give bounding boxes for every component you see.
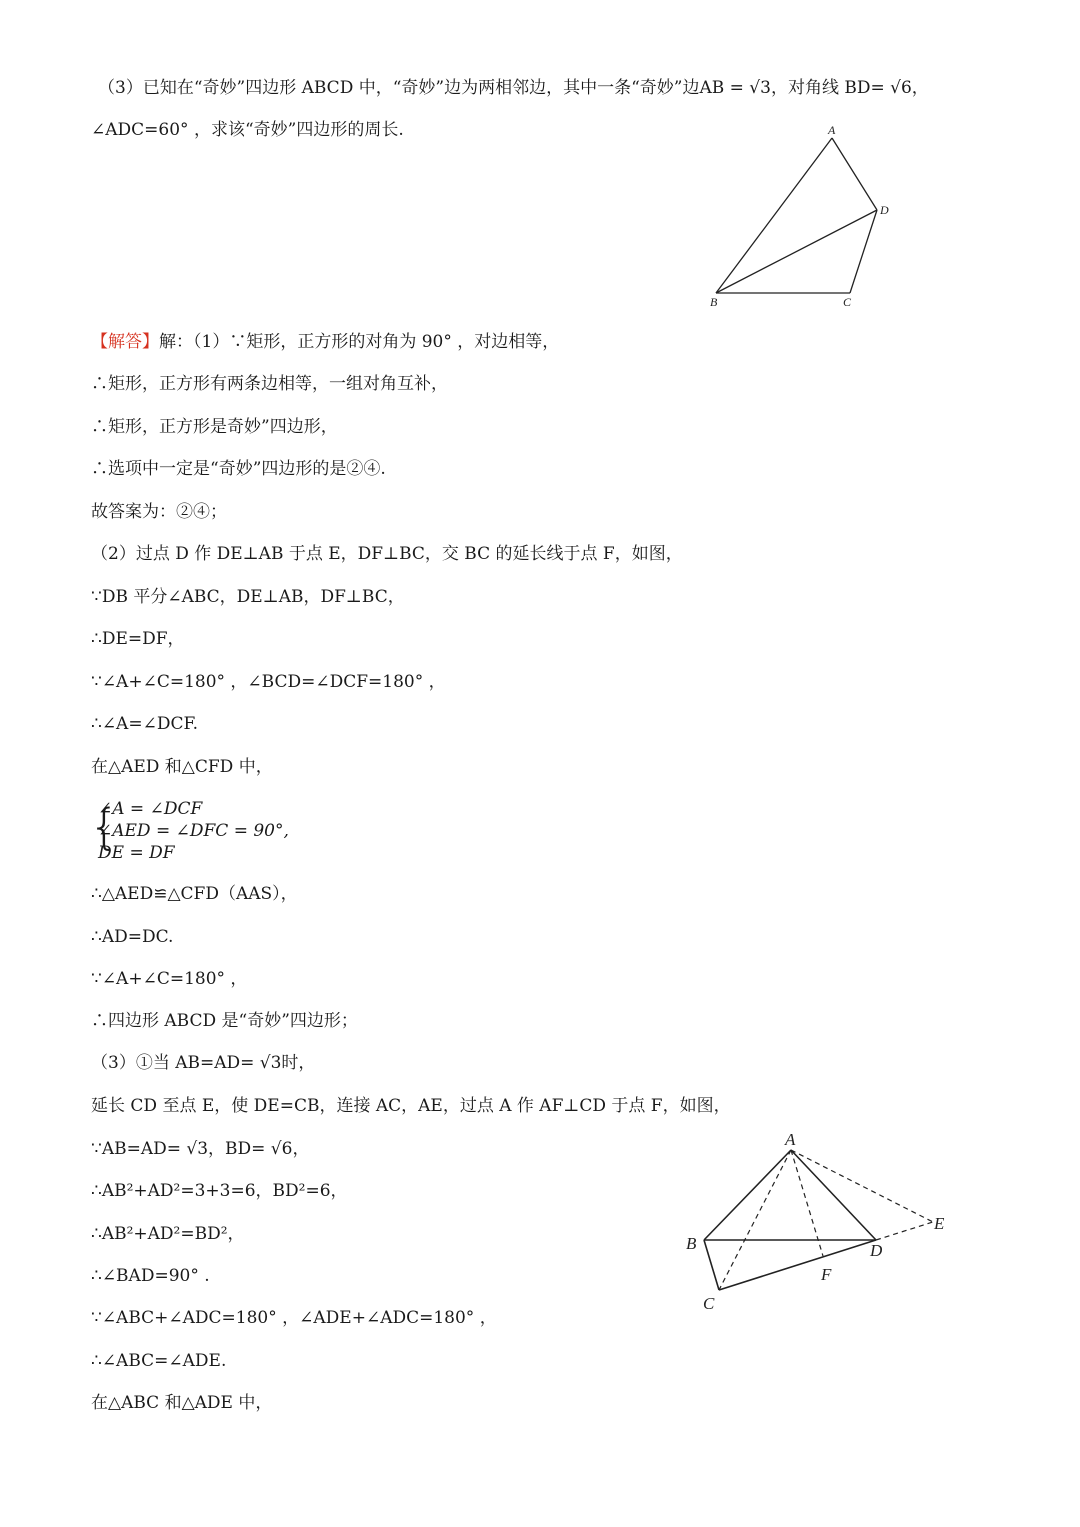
label-c: C xyxy=(843,295,852,309)
label-b: B xyxy=(710,295,718,309)
system-brace: { xyxy=(89,799,120,855)
solution-line: ∴四边形 ABCD 是“奇妙”四边形； xyxy=(91,1011,358,1031)
solution-line: 在△ABC 和△ADE 中， xyxy=(91,1393,273,1413)
solution-line: ∴△AED≌△CFD（AAS）， xyxy=(91,884,298,904)
seg-cd xyxy=(719,1240,876,1290)
system-eq-3: DE = DF xyxy=(98,843,175,863)
solution-line: ∴∠BAD=90° . xyxy=(91,1266,210,1286)
system-eq-1: ∠A = ∠DCF xyxy=(98,799,203,819)
construction-figure xyxy=(680,1125,960,1320)
solution-line: ∵∠ABC+∠ADC=180° ，∠ADE+∠ADC=180° ， xyxy=(91,1308,497,1328)
solution-line: （3）①当 AB=AD= √3时， xyxy=(91,1053,316,1073)
solution-line: ∵AB=AD= √3，BD= √6， xyxy=(91,1139,310,1159)
answer-tag: 【解答】 xyxy=(91,332,159,352)
seg-ac-dashed xyxy=(719,1150,791,1290)
label-e: E xyxy=(934,1214,945,1233)
solution-line: ∴矩形，正方形有两条边相等，一组对角互补， xyxy=(91,374,448,394)
label-b: B xyxy=(686,1234,697,1253)
solution-line: ∵∠A+∠C=180° ， xyxy=(91,969,248,989)
solution-line: ∴DE=DF， xyxy=(91,629,185,649)
solution-line: ∵DB 平分∠ABC，DE⊥AB，DF⊥BC， xyxy=(91,587,405,607)
solution-intro-text: 解：（1）∵矩形，正方形的对角为 90° ，对边相等， xyxy=(159,332,560,352)
seg-ad xyxy=(791,1150,876,1240)
solution-line: （2）过点 D 作 DE⊥AB 于点 E，DF⊥BC，交 BC 的延长线于点 F，如图， xyxy=(91,544,683,564)
solution-line: ∴AD=DC. xyxy=(91,927,174,947)
label-a: A xyxy=(828,123,836,137)
solution-line: 延长 CD 至点 E，使 DE=CB，连接 AC，AE，过点 A 作 AF⊥CD 于点 F，如图， xyxy=(91,1096,731,1116)
label-f: F xyxy=(821,1265,832,1284)
side-ad xyxy=(832,138,877,210)
solution-line: ∴AB²+AD²=BD²， xyxy=(91,1224,245,1244)
side-ab xyxy=(716,138,832,293)
label-a: A xyxy=(785,1130,796,1149)
seg-bc xyxy=(704,1240,719,1290)
solution-line: 在△AED 和△CFD 中， xyxy=(91,757,273,777)
solution-line: ∵∠A+∠C=180° ，∠BCD=∠DCF=180° ， xyxy=(91,672,446,692)
solution-line: 故答案为：②④； xyxy=(91,502,227,522)
problem3-line2: ∠ADC=60° ，求该“奇妙”四边形的周长. xyxy=(91,120,404,140)
label-d: D xyxy=(880,203,889,217)
solution-line: ∴∠ABC=∠ADE. xyxy=(91,1351,227,1371)
quadrilateral-figure xyxy=(700,118,910,310)
solution-intro xyxy=(91,331,559,353)
diagonal-bd xyxy=(716,210,877,293)
label-c: C xyxy=(703,1294,715,1313)
solution-line: ∴矩形，正方形是奇妙”四边形， xyxy=(91,417,338,437)
solution-line: ∴AB²+AD²=3+3=6，BD²=6， xyxy=(91,1181,348,1201)
seg-ae-dashed xyxy=(791,1150,933,1222)
solution-line: ∴∠A=∠DCF. xyxy=(91,714,199,734)
solution-line: ∴选项中一定是“奇妙”四边形的是②④. xyxy=(91,459,386,479)
problem3-line1: （3）已知在“奇妙”四边形 ABCD 中，“奇妙”边为两相邻边，其中一条“奇妙”边AB = √3，对角线 BD= √6， xyxy=(98,78,929,98)
seg-ab xyxy=(704,1150,791,1240)
system-eq-2: ∠AED = ∠DFC = 90°, xyxy=(98,821,289,841)
label-d: D xyxy=(870,1241,883,1260)
seg-de-dashed xyxy=(876,1222,933,1240)
